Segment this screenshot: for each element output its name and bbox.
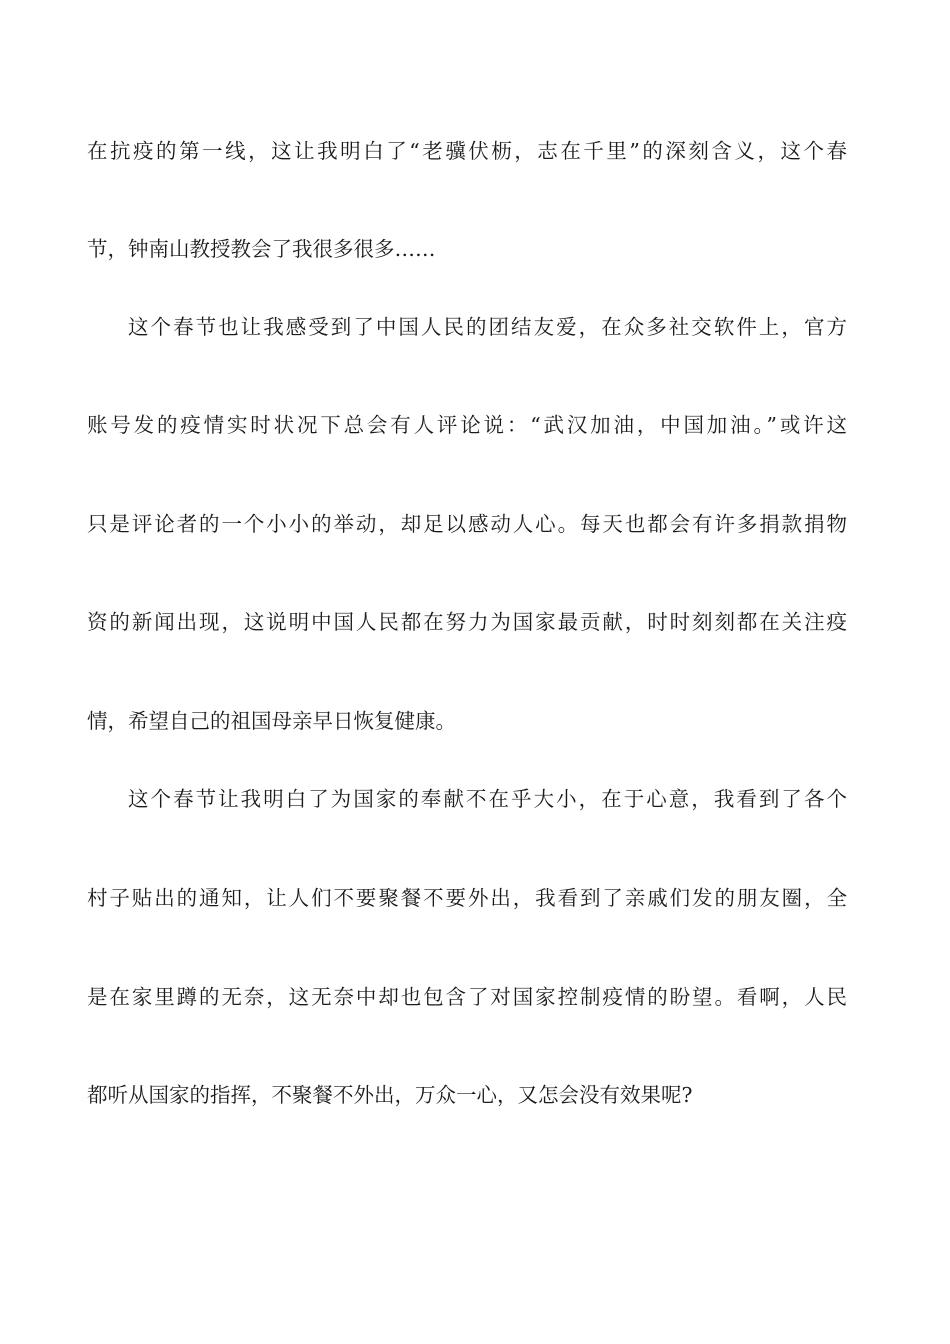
- text-line: 节，钟南山教授教会了我很多很多……: [87, 237, 436, 261]
- text-line: 村子贴出的通知，让人们不要聚餐不要外出，我看到了亲戚们发的朋友圈，全: [87, 886, 847, 910]
- paragraph-first-line: 这个春节也让我感受到了中国人民的团结友爱，在众多社交软件上，官方: [128, 315, 847, 339]
- text-line: 都听从国家的指挥，不聚餐不外出，万众一心，又怎会没有效果呢?: [87, 1083, 693, 1107]
- text-line: 账号发的疫情实时状况下总会有人评论说：“武汉加油，中国加油。”或许这: [87, 413, 847, 437]
- text-line: 在抗疫的第一线，这让我明白了“老骥伏枥，志在千里”的深刻含义，这个春: [87, 139, 847, 163]
- text-line: 只是评论者的一个小小的举动，却足以感动人心。每天也都会有许多捐款捐物: [87, 512, 847, 536]
- text-line: 资的新闻出现，这说明中国人民都在努力为国家最贡献，时时刻刻都在关注疫: [87, 610, 847, 634]
- text-line: 情，希望自己的祖国母亲早日恢复健康。: [87, 709, 456, 733]
- paragraph-first-line: 这个春节让我明白了为国家的奉献不在乎大小，在于心意，我看到了各个: [128, 787, 847, 811]
- text-line: 是在家里蹲的无奈，这无奈中却也包含了对国家控制疫情的盼望。看啊，人民: [87, 985, 847, 1009]
